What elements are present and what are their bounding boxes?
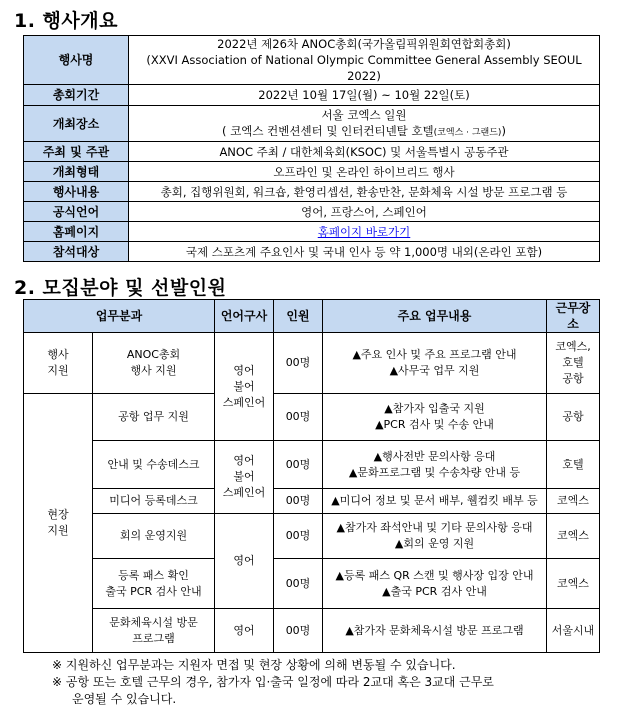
- language-cell: 영어: [215, 609, 274, 653]
- table-row: [24, 609, 600, 653]
- place-cell: 코엑스: [547, 514, 600, 559]
- duty-cell: ▲행사전반 문의사항 응대 ▲문화프로그램 및 수송차량 안내 등: [323, 441, 547, 489]
- notes: [52, 657, 494, 708]
- event-name-key: 행사명: [24, 36, 129, 85]
- count-cell: 00명: [274, 489, 323, 514]
- place-cell: 코엑스: [547, 489, 600, 514]
- section1-title: 1. 행사개요: [14, 10, 118, 32]
- header-duty: 주요 업무내용: [323, 300, 547, 333]
- period-value: 2022년 10월 17일(월) ~ 10월 22일(토): [129, 85, 600, 106]
- overview-table: [23, 35, 600, 262]
- period-key: 총회기간: [24, 85, 129, 106]
- group-event: 행사 지원: [24, 333, 93, 394]
- venue-value: 서울 코엑스 일원 ( 코엑스 컨벤션센터 및 인터컨티넨탈 호텔(코엑스 · 그랜드)): [129, 106, 600, 142]
- count-cell: 00명: [274, 333, 323, 394]
- category-name: 회의 운영지원: [93, 514, 215, 559]
- duty-cell: ▲미디어 정보 및 문서 배부, 웰컴킷 배부 등: [323, 489, 547, 514]
- event-name-value: 2022년 제26차 ANOC총회(국가올림픽위원회연합회총회) (XXVI Association of National Olympic Committee General Assembly SEOUL 2022): [129, 36, 600, 85]
- table-row: [24, 514, 600, 559]
- place-cell: 코엑스: [547, 559, 600, 609]
- content-value: 총회, 집행위원회, 워크숍, 환영리셉션, 환송만찬, 문화체육 시설 방문 프로그램 등: [129, 182, 600, 202]
- language-value: 영어, 프랑스어, 스페인어: [129, 202, 600, 222]
- venue-key: 개최장소: [24, 106, 129, 142]
- language-key: 공식언어: [24, 202, 129, 222]
- attendees-value: 국제 스포츠계 주요인사 및 국내 인사 등 약 1,000명 내외(온라인 포함): [129, 242, 600, 262]
- place-cell: 호텔: [547, 441, 600, 489]
- count-cell: 00명: [274, 394, 323, 441]
- place-cell: 코엑스, 호텔 공항: [547, 333, 600, 394]
- category-name: 미디어 등록데스크: [93, 489, 215, 514]
- attendees-key: 참석대상: [24, 242, 129, 262]
- category-name: 등록 패스 확인 출국 PCR 검사 안내: [93, 559, 215, 609]
- homepage-link[interactable]: 홈페이지 바로가기: [317, 224, 411, 239]
- note-1: ※ 지원하신 업무분과는 지원자 면접 및 현장 상황에 의해 변동될 수 있습니다.: [52, 658, 456, 672]
- table-row: [24, 333, 600, 394]
- count-cell: 00명: [274, 609, 323, 653]
- note-2: ※ 공항 또는 호텔 근무의 경우, 참가자 입·출국 일정에 따라 2교대 혹은 3교대 근무로: [52, 675, 494, 689]
- category-name: ANOC총회 행사 지원: [93, 333, 215, 394]
- content-key: 행사내용: [24, 182, 129, 202]
- format-value: 오프라인 및 온라인 하이브리드 행사: [129, 162, 600, 182]
- section2-title: 2. 모집분야 및 선발인원: [14, 277, 227, 299]
- category-name: 안내 및 수송데스크: [93, 441, 215, 489]
- host-key: 주최 및 주관: [24, 142, 129, 162]
- note-2-cont: 운영될 수 있습니다.: [72, 692, 177, 706]
- recruitment-table: [23, 299, 600, 653]
- table-row: [24, 559, 600, 609]
- duty-cell: ▲참가자 입출국 지원 ▲PCR 검사 및 수송 안내: [323, 394, 547, 441]
- language-cell: 영어 불어 스페인어: [215, 441, 274, 514]
- category-name: 공항 업무 지원: [93, 394, 215, 441]
- language-cell: 영어: [215, 514, 274, 609]
- place-cell: 공항: [547, 394, 600, 441]
- place-cell: 서울시내: [547, 609, 600, 653]
- table-row: [24, 441, 600, 489]
- format-key: 개최형태: [24, 162, 129, 182]
- duty-cell: ▲참가자 좌석안내 및 기타 문의사항 응대 ▲회의 운영 지원: [323, 514, 547, 559]
- homepage-key: 홈페이지: [24, 222, 129, 242]
- language-cell: 영어 불어 스페인어: [215, 333, 274, 441]
- category-name: 문화체육시설 방문 프로그램: [93, 609, 215, 653]
- duty-cell: ▲등록 패스 QR 스캔 및 행사장 입장 안내 ▲출국 PCR 검사 안내: [323, 559, 547, 609]
- table-row: [24, 489, 600, 514]
- table-row: [24, 394, 600, 441]
- count-cell: 00명: [274, 559, 323, 609]
- duty-cell: ▲주요 인사 및 주요 프로그램 안내 ▲사무국 업무 지원: [323, 333, 547, 394]
- group-field: 현장 지원: [24, 394, 93, 653]
- duty-cell: ▲참가자 문화체육시설 방문 프로그램: [323, 609, 547, 653]
- header-category: 업무분과: [24, 300, 215, 333]
- count-cell: 00명: [274, 514, 323, 559]
- host-value: ANOC 주최 / 대한체육회(KSOC) 및 서울특별시 공동주관: [129, 142, 600, 162]
- count-cell: 00명: [274, 441, 323, 489]
- header-place: 근무장소: [547, 300, 600, 333]
- header-language: 언어구사: [215, 300, 274, 333]
- header-count: 인원: [274, 300, 323, 333]
